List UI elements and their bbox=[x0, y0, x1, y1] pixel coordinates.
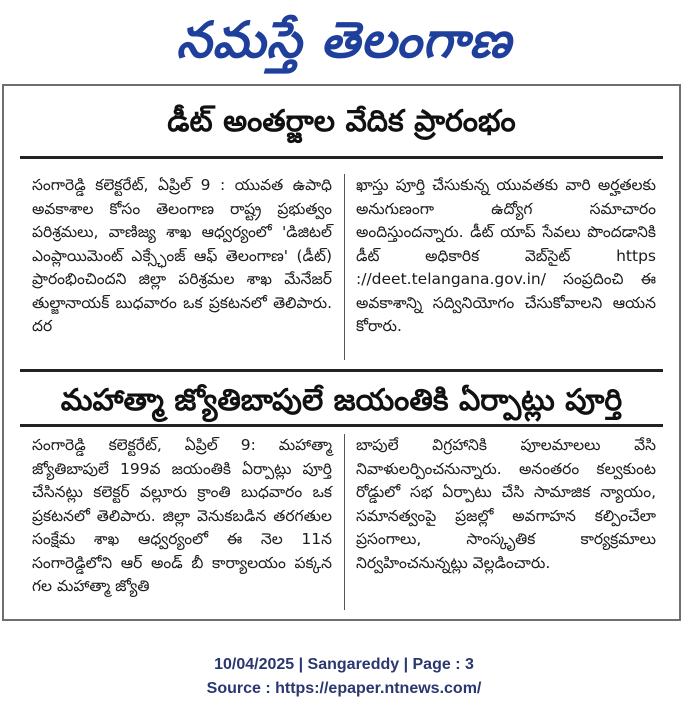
article2-text-right: బాపులే విగ్రహానికి పూలమాలలు వేసి నివాళులర్పించనున్నారు. అనంతరం కల్వకుంట రోడ్డులో సభ ఏర్పాటు చేసి సామాజిక న్యాయం, సమానత్వంపై ప్రజల్లో అవగాహన కల్పించేలా ప్రసంగాలు, సాంస్కృతిక కార్యక్రమాలు నిర్వహించనున్నట్లు వెల్లడించారు. bbox=[356, 436, 656, 572]
article2-top-rule bbox=[20, 424, 663, 427]
article2-headline: మహాత్మా జ్యోతిబాపులే జయంతికి ఏర్పాట్లు పూర్తి bbox=[60, 383, 623, 418]
clipping-frame bbox=[2, 84, 681, 621]
newspaper-masthead: నమస్తే తెలంగాణ bbox=[176, 10, 512, 69]
article1-text-left: సంగారెడ్డి కలెక్టరేట్, ఏప్రిల్ 9 : యువత ఉపాధి అవకాశాల కోసం తెలంగాణ రాష్ట్ర ప్రభుత్వం పరిశ్రమలు, వాణిజ్య శాఖ ఆధ్వర్యంలో 'డిజిటల్ ఎంప్లాయిమెంట్ ఎక్స్ఛేంజ్ ఆఫ్ తెలంగాణ' (డీట్) ప్రారంభించిందని జిల్లా పరిశ్రమల శాఖ మేనేజర్ తుల్జానాయక్ బుధవారం ఒక ప్రకటనలో తెలిపారు. దర bbox=[32, 176, 332, 335]
article-separator-rule bbox=[20, 369, 663, 372]
article1-headline: డీట్ అంతర్జాల వేదిక ప్రారంభం bbox=[167, 104, 516, 139]
article1-column-left bbox=[32, 174, 332, 339]
footer-source: Source : https://epaper.ntnews.com/ bbox=[206, 680, 482, 697]
article1-text-right: ఖాస్తు పూర్తి చేసుకున్న యువతకు వారి అర్హతలకు అనుగుణంగా ఉద్యోగ సమాచారం అందిస్తుందన్నారు. డీట్ యాప్ సేవలు పొందడానికి డీట్ అధికారిక వెబ్‌సైట్ https ://deet.telangana.gov.in/ సంప్రదించి ఈ అవకాశాన్ని సద్వినియోగం చేసుకోవాలని ఆయన కోరారు. bbox=[356, 176, 656, 335]
article2-text-left: సంగారెడ్డి కలెక్టరేట్, ఏప్రిల్ 9: మహాత్మా జ్యోతిబాపులే 199వ జయంతికి ఏర్పాట్లు పూర్తి చేసినట్లు కలెక్టర్ వల్లూరు క్రాంతి బుధవారం ఒక ప్రకటనలో తెలిపారు. జిల్లా వెనుకబడిన తరగతుల సంక్షేమ శాఖ ఆధ్వర్యంలో ఈ నెల 11న సంగారెడ్డిలోని ఆర్ అండ్ బీ కార్యాలయం పక్కన గల మహాత్మా జ్యోతి bbox=[32, 436, 332, 595]
article2-column-divider bbox=[344, 434, 345, 610]
article2-column-right bbox=[356, 434, 656, 575]
article1-column-divider bbox=[344, 174, 345, 360]
article2-column-left bbox=[32, 434, 332, 599]
footer-date-edition: 10/04/2025 | Sangareddy | Page : 3 bbox=[214, 656, 474, 673]
article1-column-right bbox=[356, 174, 656, 339]
article1-top-rule bbox=[20, 156, 663, 159]
